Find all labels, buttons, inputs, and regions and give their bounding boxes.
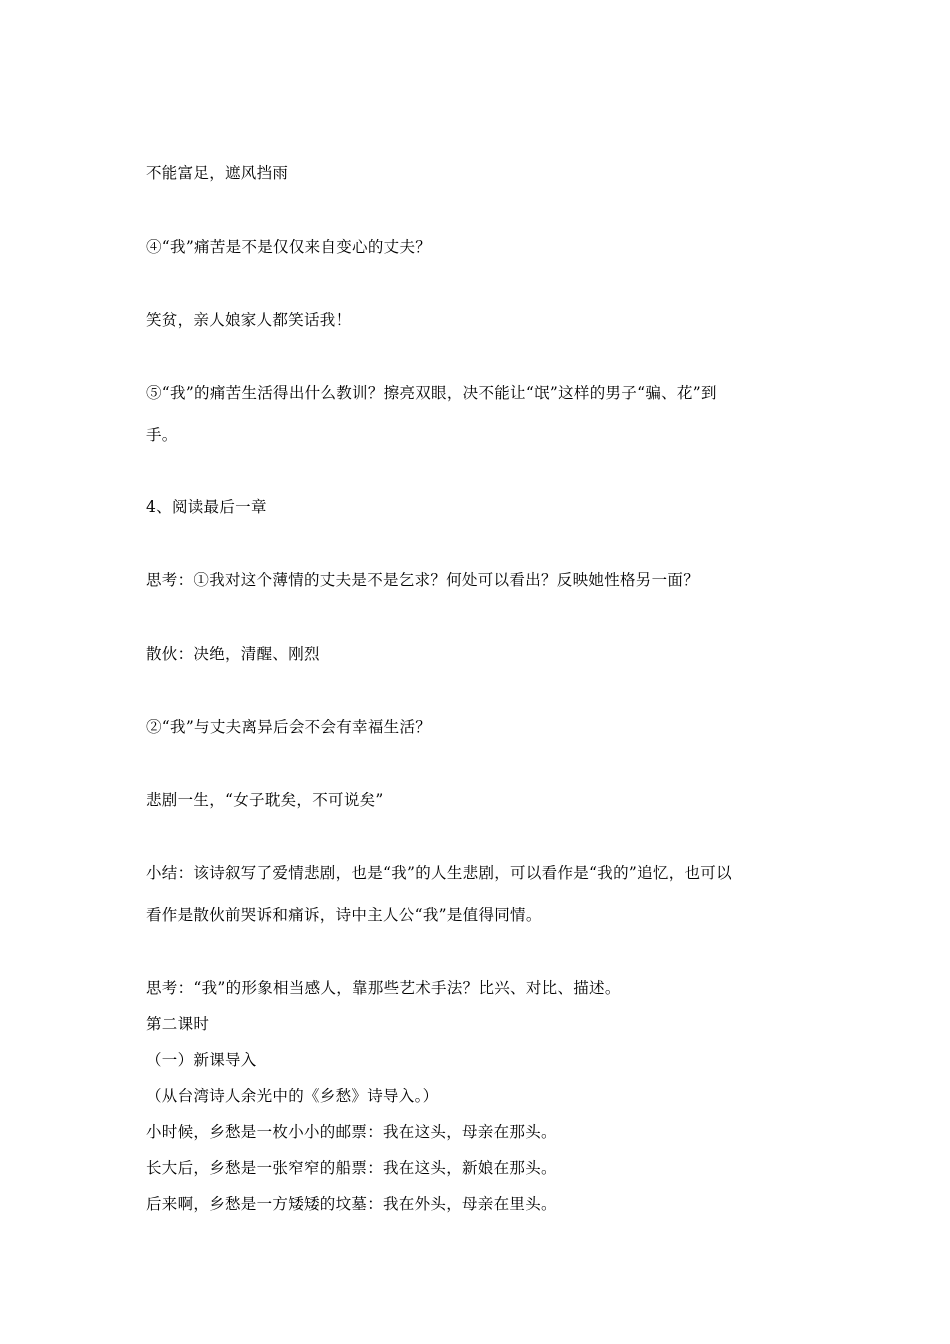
text-line-1: 不能富足，遮风挡雨	[146, 164, 289, 182]
text-line-9: ②“我”与丈夫离异后会不会有幸福生活？	[146, 718, 432, 736]
text-line-3: 笑贫，亲人娘家人都笑话我！	[146, 311, 352, 329]
text-line-8: 散伙：决绝，清醒、刚烈	[146, 645, 320, 663]
poem-line-1: 小时候，乡愁是一枚小小的邮票：我在这头，母亲在那头。	[146, 1123, 557, 1141]
poem-line-2: 长大后，乡愁是一张窄窄的船票：我在这头，新娘在那头。	[146, 1159, 557, 1177]
summary-line-1: 小结：该诗叙写了爱情悲剧，也是“我”的人生悲剧，可以看作是“我的”追忆，也可以	[146, 864, 732, 882]
text-line-16: （从台湾诗人余光中的《乡愁》诗导入。）	[146, 1087, 439, 1105]
text-line-5: 手。	[146, 426, 178, 444]
text-line-7: 思考：①我对这个薄情的丈夫是不是乞求？何处可以看出？反映她性格另一面？	[146, 571, 700, 589]
text-line-10: 悲剧一生，“女子耽矣，不可说矣”	[146, 791, 384, 809]
lesson-heading: 第二课时	[146, 1015, 210, 1033]
text-line-2: ④“我”痛苦是不是仅仅来自变心的丈夫？	[146, 238, 432, 256]
text-line-4: ⑤“我”的痛苦生活得出什么教训？擦亮双眼，决不能让“氓”这样的男子“骗、花”到	[146, 384, 717, 402]
subsection-heading: （一）新课导入	[146, 1051, 257, 1069]
text-line-13: 思考：“我”的形象相当感人，靠那些艺术手法？比兴、对比、描述。	[146, 979, 621, 997]
section-heading-4: 4、阅读最后一章	[146, 498, 267, 516]
summary-line-2: 看作是散伙前哭诉和痛诉，诗中主人公“我”是值得同情。	[146, 906, 542, 924]
poem-line-3: 后来啊，乡愁是一方矮矮的坟墓：我在外头，母亲在里头。	[146, 1195, 557, 1213]
